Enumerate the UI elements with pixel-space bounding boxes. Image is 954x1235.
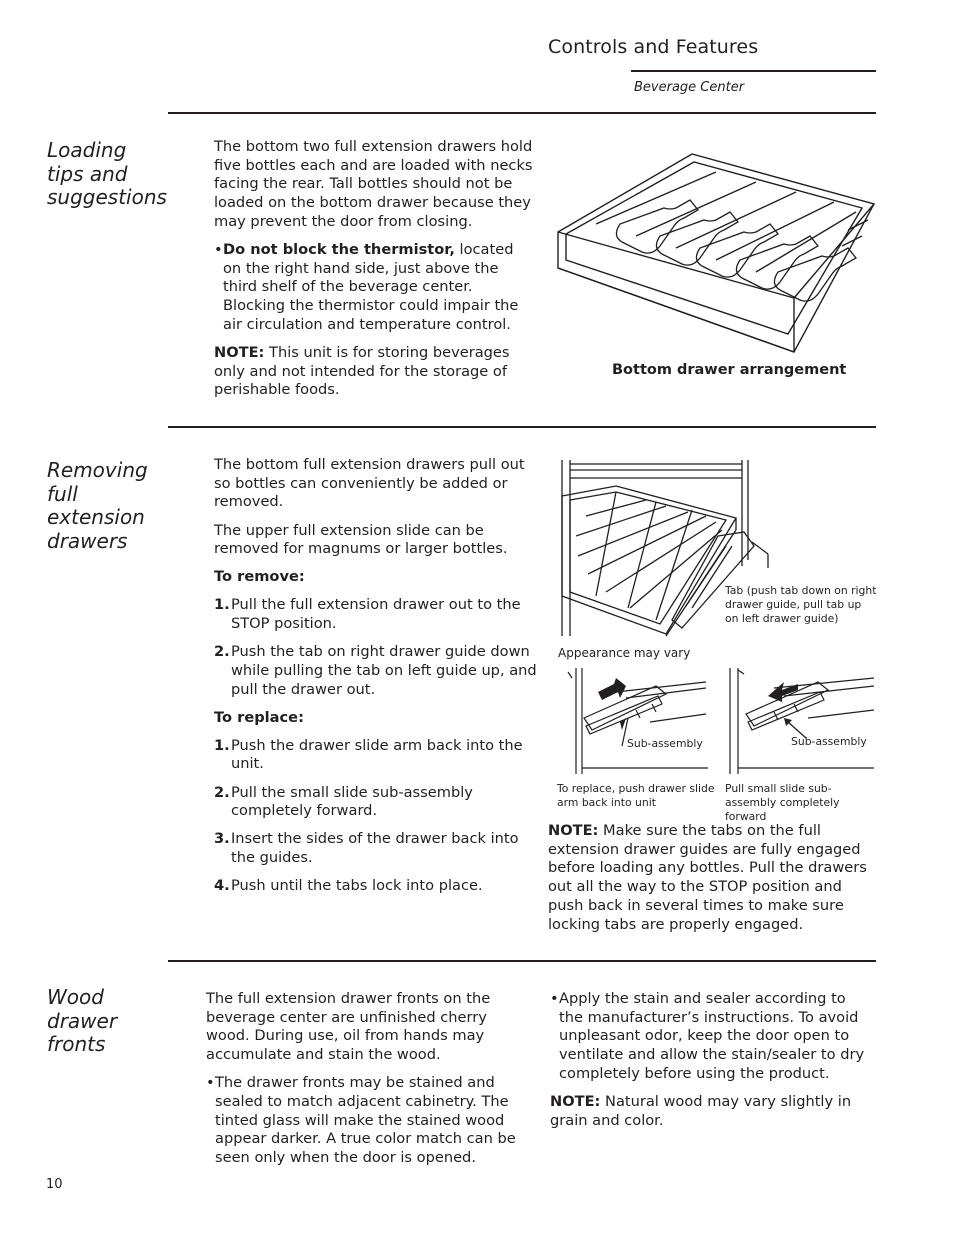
note-text: Natural wood may vary slightly in grain and color. [550, 1092, 852, 1129]
note-label: NOTE: [548, 822, 599, 839]
wood-note [550, 1093, 870, 1130]
page-number: 10 [46, 1177, 63, 1192]
loading-text-column [214, 138, 536, 409]
step-text: Pull the full extension drawer out to the STOP position. [231, 596, 521, 633]
removing-note [548, 822, 870, 944]
wood-bullet-text: The drawer fronts may be stained and sealed to match adjacent cabinetry. The tinted glass will make the stained wood appear darker. A true color match can be seen only when the door is opened. [215, 1074, 516, 1167]
wood-bullet-text: Apply the stain and sealer according to the manufacturer’s instructions. To avoid unpleasant odor, keep the door open to ventilate and allow the stain/sealer to dry completely before using the product. [559, 990, 865, 1082]
wood-text-left-column [206, 990, 524, 1168]
step-number: 1. [214, 736, 230, 754]
step-number: 2. [214, 783, 230, 801]
section-rule [168, 426, 876, 428]
header-rule [631, 70, 876, 72]
note-label: NOTE: [214, 343, 265, 361]
push-slide-arm-illustration [556, 664, 712, 776]
removing-text-column [214, 456, 538, 896]
note-label: NOTE: [550, 1092, 601, 1110]
note-text: This unit is for storing beverages only and not intended for the storage of perishable foods. [214, 343, 510, 399]
pull-sub-assembly-illustration [724, 664, 880, 776]
section-rule [168, 112, 876, 114]
replace-step [214, 737, 538, 774]
thermistor-warning: Do not block the thermistor, [223, 240, 455, 258]
step-text: Pull the small slide sub-assembly completely forward. [231, 783, 473, 820]
to-remove-heading: To remove: [214, 568, 305, 586]
section-title-wood: Wood drawer fronts [47, 985, 118, 1056]
step-text: Push until the tabs lock into place. [231, 877, 483, 895]
step-number: 2. [214, 643, 230, 661]
loading-note [214, 344, 536, 400]
loading-intro: The bottom two full extension drawers hold five bottles each and are loaded with necks facing the rear. Tall bottles should not be loaded on the bottom drawer because they may prevent the door from closing. [214, 138, 533, 230]
figure-caption-bottom-drawer: Bottom drawer arrangement [612, 362, 847, 378]
bullet-mark: • [206, 1074, 215, 1092]
pull-arrow-icon [768, 682, 798, 702]
remove-step [214, 596, 538, 633]
remove-step [214, 643, 538, 699]
caption-pull-sub-assembly: Pull small slide sub-assembly completely forward [725, 782, 840, 823]
replace-step [214, 877, 538, 896]
removing-p1: The bottom full extension drawers pull out so bottles can conveniently be added or removed. [214, 456, 525, 511]
bullet-mark: • [214, 240, 223, 258]
tab-callout: Tab (push tab down on right drawer guide, pull tab up on left drawer guide) [725, 584, 877, 625]
step-text: Push the tab on right drawer guide down while pulling the tab on left guide up, and pull the drawer out. [231, 643, 537, 698]
wood-bullet-apply [550, 990, 870, 1084]
section-title-loading: Loading tips and suggestions [47, 138, 167, 209]
appearance-note: Appearance may vary [558, 646, 691, 660]
removing-p2: The upper full extension slide can be removed for magnums or larger bottles. [214, 521, 508, 558]
step-number: 1. [214, 596, 230, 614]
section-rule [168, 960, 876, 962]
wood-text-right-column [550, 990, 870, 1140]
step-number: 4. [214, 877, 230, 895]
note-text: Make sure the tabs on the full extension drawer guides are fully engaged before loading any bottles. Pull the drawers out all the way to the STOP position and push back in several times to make sure locking tabs are properly engaged. [548, 822, 867, 933]
caption-push-slide-arm: To replace, push drawer slide arm back into unit [557, 782, 715, 809]
to-replace-heading: To replace: [214, 708, 304, 726]
sub-assembly-label-left: Sub-assembly [627, 737, 703, 750]
step-number: 3. [214, 830, 230, 848]
step-text: Push the drawer slide arm back into the unit. [231, 736, 523, 773]
wood-bullet-stain [206, 1074, 524, 1168]
thermistor-text: located on the right hand side, just above the third shelf of the beverage center. Blocking the thermistor could impair the air circulation and temperature control. [223, 240, 519, 333]
replace-step [214, 830, 538, 867]
page-header-title: Controls and Features [548, 36, 759, 58]
section-title-removing: Removing full extension drawers [47, 458, 148, 553]
page-header-subtitle: Beverage Center [634, 80, 745, 95]
bottom-drawer-illustration [556, 150, 878, 355]
wood-p1: The full extension drawer fronts on the beverage center are unfinished cherry wood. During use, oil from hands may accumulate and stain the wood. [206, 990, 491, 1064]
step-text: Insert the sides of the drawer back into the guides. [231, 830, 519, 867]
push-arrow-icon [598, 678, 626, 700]
thermistor-bullet [214, 241, 536, 335]
sub-assembly-label-right: Sub-assembly [791, 735, 867, 748]
replace-step [214, 784, 538, 821]
bullet-mark: • [550, 990, 559, 1007]
